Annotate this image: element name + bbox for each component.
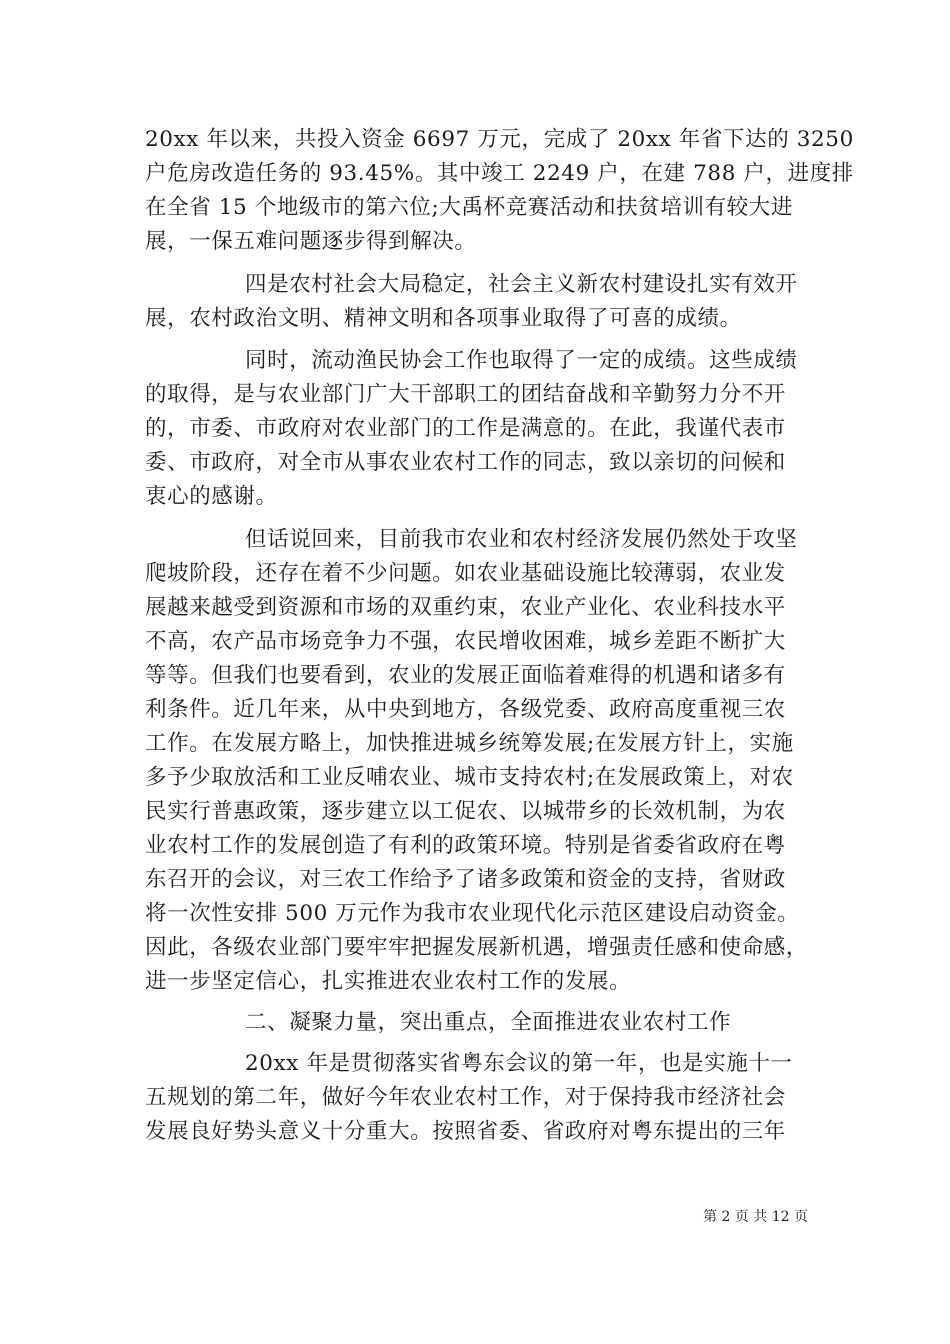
text-line: 委、市政府，对全市从事农业农村工作的同志，致以亲切的问候和 [145,450,786,475]
text-line: 多予少取放活和工业反哺农业、城市支持农村;在发展政策上，对农 [145,765,794,790]
text-line: 发展良好势头意义十分重大。按照省委、省政府对粤东提出的三年 [145,1119,786,1144]
text-line: 展，农村政治文明、精神文明和各项事业取得了可喜的成绩。 [145,306,742,331]
text-line: 展，一保五难问题逐步得到解决。 [145,229,477,254]
page-number: 第 2 页 共 12 页 [703,1209,808,1225]
text-line: 工作。在发展方略上，加快推进城乡统筹发展;在发展方针上，实施 [145,731,794,756]
text-line: 将一次性安排 500 万元作为我市农业现代化示范区建设启动资金。 [145,901,800,926]
section-heading: 二、凝聚力量，突出重点，全面推进农业农村工作 [245,1010,732,1035]
text-line: 在全省 15 个地级市的第六位;大禹杯竞赛活动和扶贫培训有较大进 [145,195,793,220]
text-line: 不高，农产品市场竞争力不强，农民增收困难，城乡差距不断扩大 [145,629,786,654]
text-line: 爬坡阶段，还存在着不少问题。如农业基础设施比较薄弱，农业发 [145,561,786,586]
text-line: 的取得，是与农业部门广大干部职工的团结奋战和辛勤努力分不开 [145,382,786,407]
text-line: 等等。但我们也要看到，农业的发展正面临着难得的机遇和诸多有 [145,663,786,688]
text-line: 利条件。近几年来，从中央到地方，各级党委、政府高度重视三农 [145,697,786,722]
text-line: 五规划的第二年，做好今年农业农村工作，对于保持我市经济社会 [145,1085,786,1110]
text-line: 20xx 年以来，共投入资金 6697 万元，完成了 20xx 年省下达的 3250 [145,127,854,152]
text-line: 业农村工作的发展创造了有利的政策环境。特别是省委省政府在粤 [145,833,786,858]
text-line: 因此，各级农业部门要牢牢把握发展新机遇，增强责任感和使命感， [145,935,809,960]
paragraph-start-line: 同时，流动渔民协会工作也取得了一定的成绩。这些成绩 [245,348,798,373]
paragraph-start-line: 但话说回来，目前我市农业和农村经济发展仍然处于攻坚 [245,527,798,552]
text-line: 衷心的感谢。 [145,484,278,509]
paragraph-start-line: 20xx 年是贯彻落实省粤东会议的第一年，也是实施十一 [245,1051,793,1076]
text-line: 东召开的会议，对三农工作给予了诸多政策和资金的支持，省财政 [145,867,786,892]
text-line: 展越来越受到资源和市场的双重约束，农业产业化、农业科技水平 [145,595,786,620]
text-line: 户危房改造任务的 93.45%。其中竣工 2249 户，在建 788 户，进度排 [145,161,854,186]
text-line: 的，市委、市政府对农业部门的工作是满意的。在此，我谨代表市 [145,416,786,441]
paragraph-start-line: 四是农村社会大局稳定，社会主义新农村建设扎实有效开 [245,272,798,297]
text-line: 进一步坚定信心，扎实推进农业农村工作的发展。 [145,969,632,994]
text-line: 民实行普惠政策，逐步建立以工促农、以城带乡的长效机制，为农 [145,799,786,824]
